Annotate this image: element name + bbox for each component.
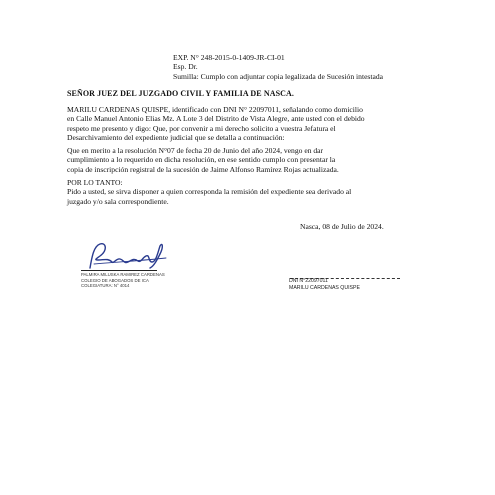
compliance-paragraph [67,146,427,174]
client-name: MARILU CARDENAS QUISPE [289,284,360,291]
document-date: Nasca, 08 de Julio de 2024. [300,222,384,231]
therefore-heading: POR LO TANTO: [67,178,123,187]
intro-paragraph [67,105,427,143]
paragraph-line: Que en merito a la resolución N°07 de fecha 20 de Junio del año 2024, vengo en dar [67,146,324,155]
paragraph-line: Pido a usted, se sirva disponer a quien corresponda la remisión del expediente sea derivado al [67,187,352,197]
client-dni: DNI N°22097011 [289,278,328,284]
paragraph-line: copia de inscripción registral de la sucesión de Jaime Alfonso Ramírez Rojas actualizada. [67,164,339,174]
lawyer-registration: COLEGIATURA: N° 4014 [81,283,130,289]
lawyer-signature-line [81,270,157,271]
paragraph-line: respeto me presento y digo: Que, por convenir a mi derecho solicito a vuestra Jefatura el [67,123,336,133]
handwritten-signature [84,238,174,272]
paragraph-line: cumplimiento a lo requerido en dicha resolución, en ese sentido cumplo con presentar la [67,155,336,165]
lawyer-name: PALMIRA MILUSKA RAMIREZ CARDENAS [81,272,165,277]
paragraph-line: en Calle Manuel Antonio Elias Mz. A Lote 3 del Distrito de Vista Alegre, ante usted con el debido [67,114,365,124]
addressee-heading: SEÑOR JUEZ DEL JUZGADO CIVIL Y FAMILIA DE NASCA. [67,89,294,98]
case-number: EXP. N° 248-2015-0-1409-JR-CI-01 [173,53,285,62]
client-block [289,278,360,292]
paragraph-line: Desarchivamiento del expediente judicial que se detalla a continuación: [67,133,285,143]
lawyer-block [81,272,165,289]
request-paragraph [67,178,427,206]
paragraph-line: juzgado y/o sala correspondiente. [67,196,169,206]
lawyer-college: COLEGIO DE ABOGADOS DE ICA [81,277,149,283]
case-header [173,53,383,81]
paragraph-line: MARILU CARDENAS QUISPE, identificado con DNI N° 22097011, señalando como domicilio [67,105,363,114]
sumilla: Sumilla: Cumplo con adjuntar copia legalizada de Sucesión intestada [173,71,384,81]
specialist: Esp. Dr. [173,62,198,72]
